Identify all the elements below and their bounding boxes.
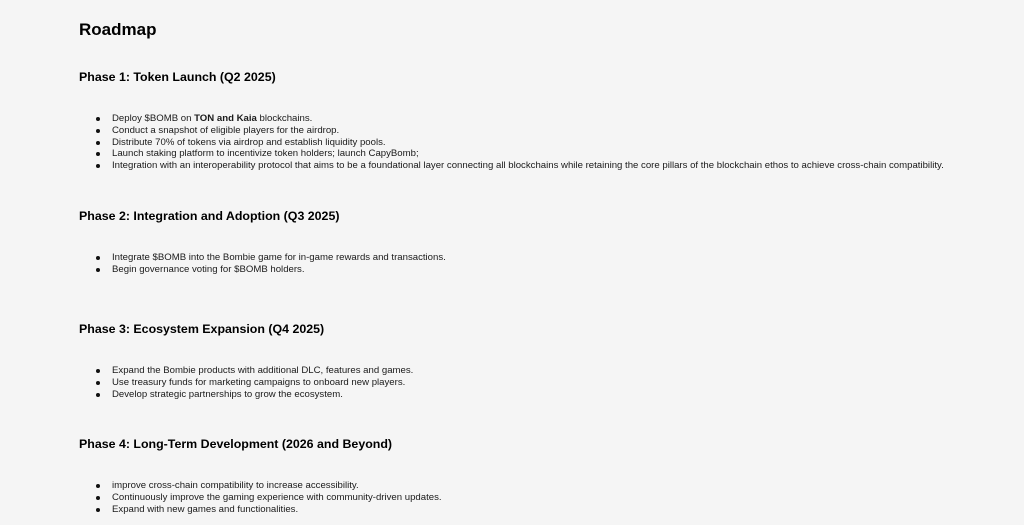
bullet-icon (96, 381, 100, 385)
page-title: Roadmap (79, 20, 157, 39)
phase-2-heading: Phase 2: Integration and Adoption (Q3 2025) (79, 209, 340, 223)
phase-3-heading: Phase 3: Ecosystem Expansion (Q4 2025) (79, 322, 325, 336)
bullet-icon (96, 256, 100, 260)
list-item: Integration with an interoperability protocol that aims to be a foundational layer connecting all blockchains while retaining the core pillars of the blockchain ethos to achieve cross-chain compatibility. (96, 160, 944, 172)
list-item: Distribute 70% of tokens via airdrop and establish liquidity pools. (96, 137, 944, 149)
phase-1-heading: Phase 1: Token Launch (Q2 2025) (79, 70, 276, 84)
bullet-icon (96, 117, 100, 121)
bullet-icon (96, 152, 100, 156)
phase-3-list (96, 365, 413, 400)
list-item: Deploy $BOMB on TON and Kaia blockchains. (96, 113, 944, 125)
bullet-icon (96, 393, 100, 397)
phase-4-list (96, 480, 442, 515)
list-item: Expand the Bombie products with additional DLC, features and games. (96, 365, 413, 377)
phase-2-list (96, 252, 446, 276)
bullet-icon (96, 268, 100, 272)
phase-4-heading: Phase 4: Long-Term Development (2026 and Beyond) (79, 437, 393, 451)
bullet-icon (96, 484, 100, 488)
list-item: Begin governance voting for $BOMB holders. (96, 264, 446, 276)
phase-1-list (96, 113, 944, 172)
list-item: improve cross-chain compatibility to increase accessibility. (96, 480, 442, 492)
bullet-icon (96, 129, 100, 133)
list-item: Use treasury funds for marketing campaigns to onboard new players. (96, 377, 413, 389)
list-item: Integrate $BOMB into the Bombie game for in-game rewards and transactions. (96, 252, 446, 264)
bullet-icon (96, 141, 100, 145)
list-item: Develop strategic partnerships to grow the ecosystem. (96, 389, 413, 401)
list-item: Launch staking platform to incentivize token holders; launch CapyBomb; (96, 148, 944, 160)
bullet-icon (96, 369, 100, 373)
list-item: Expand with new games and functionalities. (96, 504, 442, 516)
bullet-icon (96, 164, 100, 168)
list-item: Continuously improve the gaming experience with community-driven updates. (96, 492, 442, 504)
list-item: Conduct a snapshot of eligible players for the airdrop. (96, 125, 944, 137)
bullet-icon (96, 496, 100, 500)
bullet-icon (96, 508, 100, 512)
